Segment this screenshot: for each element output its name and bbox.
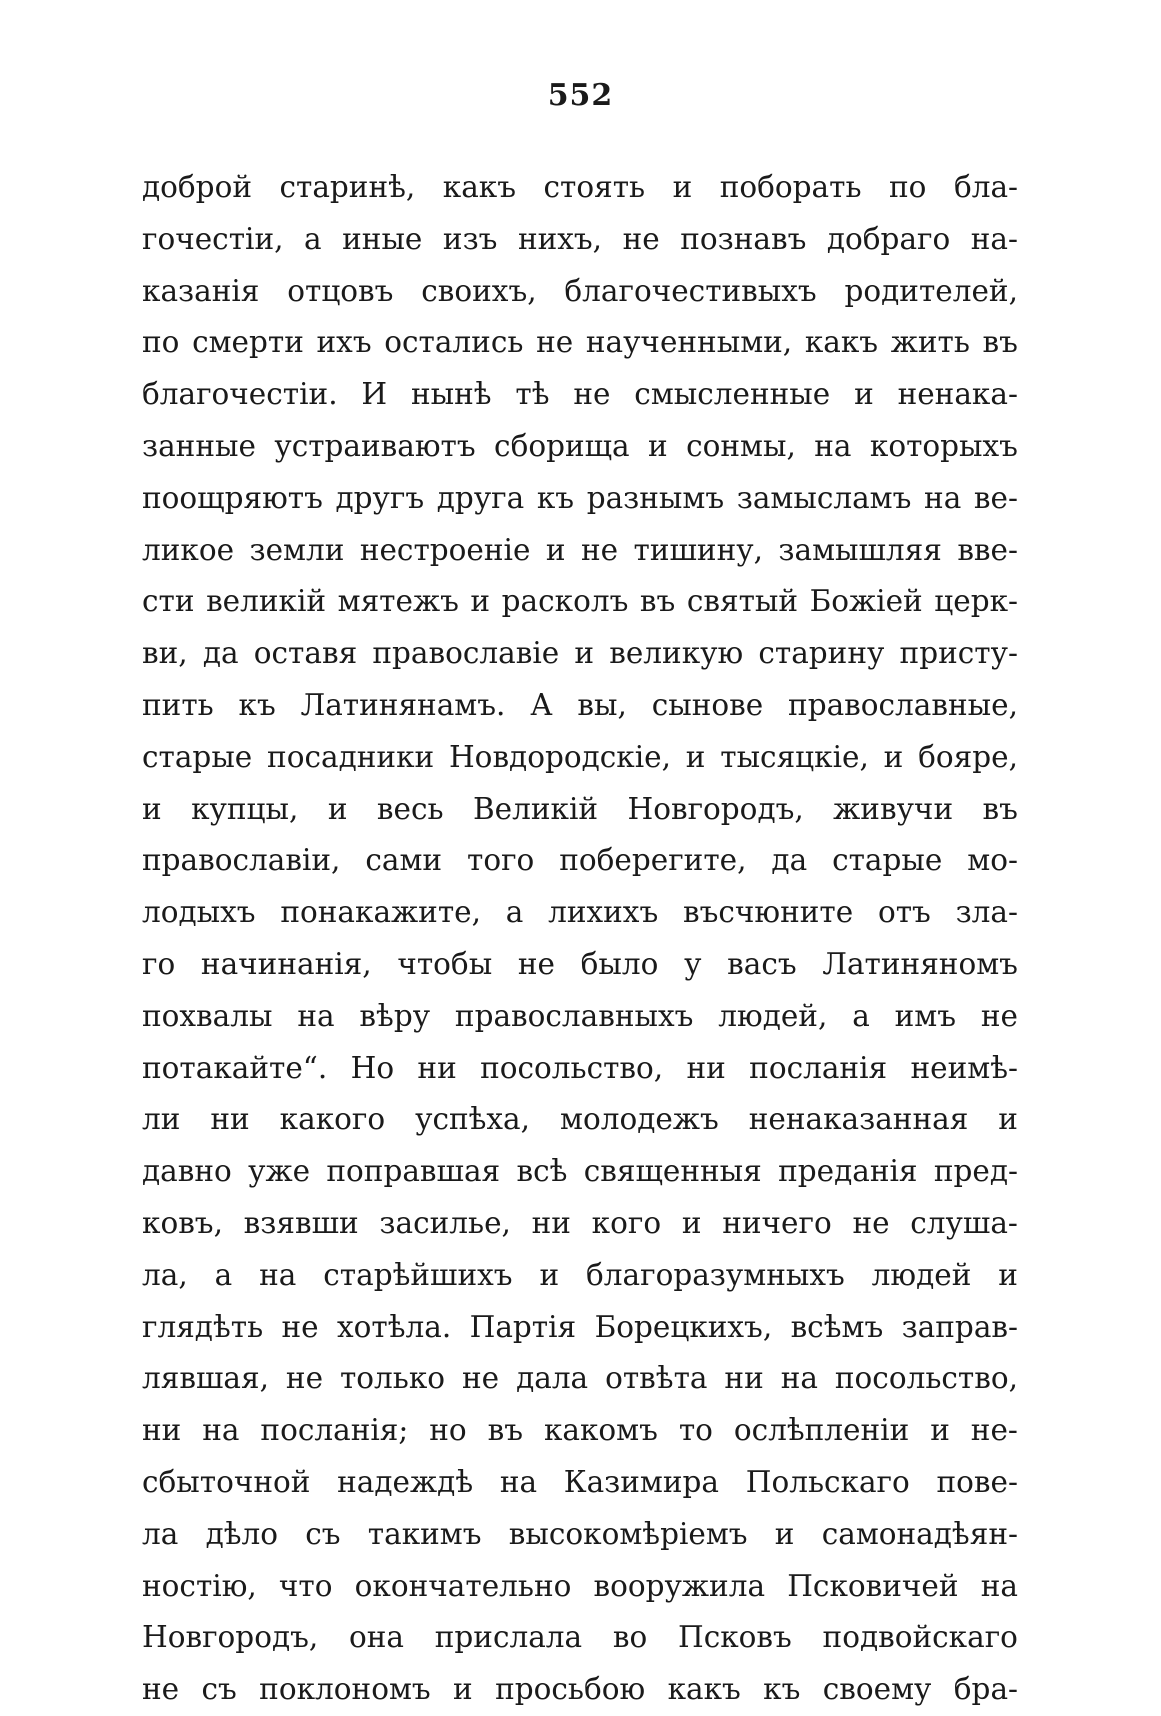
word: и <box>327 791 348 826</box>
word: слушa- <box>910 1205 1018 1240</box>
word: и <box>470 584 491 619</box>
word: ла, <box>142 1257 188 1292</box>
text-line <box>142 576 1018 628</box>
word: ви, <box>142 636 188 671</box>
word: что <box>278 1568 333 1603</box>
word: своему <box>822 1672 932 1707</box>
word: на <box>202 1413 240 1448</box>
word: Борецкихъ, <box>594 1309 773 1344</box>
word: и <box>545 532 566 567</box>
word: въ <box>487 1413 524 1448</box>
word: благочестіи. <box>142 377 338 412</box>
word: нестроеніе <box>359 532 531 567</box>
word: священныя <box>583 1154 762 1189</box>
text-line <box>142 317 1018 369</box>
word: православіе <box>372 636 560 671</box>
word: пред- <box>933 1154 1018 1189</box>
text-line <box>142 1457 1018 1509</box>
word: лявшая, <box>142 1361 269 1396</box>
word: замысламъ <box>736 480 912 515</box>
word: расколъ <box>501 584 629 619</box>
word: старые <box>832 843 943 878</box>
word: Польскаго <box>745 1464 910 1499</box>
word: и <box>930 1413 950 1448</box>
text-line <box>142 1043 1018 1095</box>
word: какого <box>279 1102 386 1137</box>
word: въ <box>982 791 1018 826</box>
word: и <box>774 1516 795 1551</box>
text-line <box>142 991 1018 1043</box>
word: и <box>685 739 706 774</box>
word: дала <box>516 1361 589 1396</box>
page-number: 552 <box>547 78 614 113</box>
text-line <box>142 1405 1018 1457</box>
word: ненака- <box>897 377 1018 412</box>
word: ни <box>210 1102 250 1137</box>
word: церк- <box>934 584 1018 619</box>
word: ихъ <box>316 325 372 360</box>
word: пить <box>142 687 214 722</box>
word: чтобы <box>397 946 493 981</box>
word: весь <box>376 791 444 826</box>
word: лодыхъ <box>142 895 256 930</box>
word: старину <box>758 636 885 671</box>
word: на <box>814 428 852 463</box>
word: старые <box>142 739 253 774</box>
word: сынове <box>651 687 764 722</box>
word: живучи <box>833 791 954 826</box>
word: тысяцкіе, <box>720 739 869 774</box>
word: посланія; <box>260 1413 409 1448</box>
word: да <box>771 843 808 878</box>
text-line <box>142 887 1018 939</box>
word: ни <box>142 1413 182 1448</box>
word: занные <box>142 428 256 463</box>
word: тишину, <box>633 532 763 567</box>
word: посадники <box>267 739 435 774</box>
word: смысленные <box>634 377 831 412</box>
text-line <box>142 1612 1018 1664</box>
text-line <box>142 1146 1018 1198</box>
word: нынѣ <box>410 377 492 412</box>
word: не <box>142 1672 180 1707</box>
word: по <box>889 170 927 204</box>
word: устраиваютъ <box>274 428 476 463</box>
word: сборища <box>494 428 630 463</box>
word: казанія <box>142 273 260 308</box>
text-line <box>142 162 1018 214</box>
word: понакажите, <box>280 895 481 930</box>
word: купцы, <box>191 791 299 826</box>
word: похвалы <box>142 998 273 1033</box>
word: того <box>467 843 535 878</box>
word: не <box>285 1361 324 1396</box>
word: къ <box>238 687 276 722</box>
text-line <box>142 1250 1018 1302</box>
word: Казимира <box>563 1464 720 1499</box>
word: самонадѣян- <box>821 1516 1018 1551</box>
word: сбыточной <box>142 1464 311 1499</box>
word: начинанія, <box>200 946 372 981</box>
word: благочестивыхъ <box>564 273 817 308</box>
word: Псковъ <box>677 1620 792 1655</box>
word: бояре, <box>918 739 1018 774</box>
word: посольство, <box>480 1050 664 1085</box>
word: надеждѣ <box>337 1464 474 1499</box>
word: не <box>852 1205 890 1240</box>
word: въ <box>639 584 676 619</box>
word: иные <box>342 221 423 256</box>
word: и <box>648 428 668 463</box>
word: неимѣ- <box>910 1050 1018 1085</box>
word: не <box>980 998 1018 1033</box>
word: ничего <box>722 1205 832 1240</box>
word: православіи, <box>142 843 341 878</box>
word: остались <box>384 325 524 360</box>
word: засилье, <box>379 1205 511 1240</box>
text-line <box>142 1198 1018 1250</box>
word: не <box>622 221 660 256</box>
word: на <box>259 1257 297 1292</box>
text-line <box>142 1302 1018 1354</box>
word: у <box>684 946 702 981</box>
word: смерти <box>192 325 304 360</box>
word: Псковичей <box>787 1568 959 1603</box>
word: благоразумныхъ <box>586 1257 845 1292</box>
word: ликое <box>142 532 235 567</box>
word: тѣ <box>515 377 550 412</box>
word: заправ- <box>901 1309 1018 1344</box>
word: наученными, <box>585 325 793 360</box>
word: во <box>612 1620 648 1655</box>
word: такимъ <box>367 1516 482 1551</box>
word: отъ <box>877 895 931 930</box>
word: всѣ <box>516 1154 568 1189</box>
word: не- <box>970 1413 1018 1448</box>
text-line <box>142 732 1018 784</box>
word: Латинянамъ. <box>300 687 506 722</box>
word: уже <box>248 1154 311 1189</box>
word: другъ <box>335 480 425 515</box>
text-line <box>142 939 1018 991</box>
word: мо- <box>967 843 1018 878</box>
word: разнымъ <box>586 480 725 515</box>
word: доброй <box>142 170 252 204</box>
word: прислала <box>434 1620 583 1655</box>
word: а <box>304 221 322 256</box>
word: нихъ, <box>517 221 603 256</box>
word: на <box>924 480 962 515</box>
word: съ <box>201 1672 237 1707</box>
word: друга <box>436 480 525 515</box>
word: и <box>539 1257 560 1292</box>
word: и <box>883 739 904 774</box>
text-line <box>142 421 1018 473</box>
word: не <box>580 532 619 567</box>
word: и <box>453 1672 473 1707</box>
text-line <box>142 680 1018 732</box>
word: посланія <box>749 1050 888 1085</box>
word: Партія <box>469 1309 577 1344</box>
word: ла <box>142 1516 179 1551</box>
text-line <box>142 784 1018 836</box>
word: поощряютъ <box>142 480 323 515</box>
word: святый <box>686 584 799 619</box>
word: поправшая <box>326 1154 501 1189</box>
word: пове- <box>936 1464 1018 1499</box>
word: съ <box>305 1516 341 1551</box>
word: глядѣть <box>142 1309 264 1344</box>
text-line <box>142 214 1018 266</box>
word: людей, <box>718 998 828 1033</box>
word: ни <box>686 1050 726 1085</box>
word: великій <box>206 584 327 619</box>
word: но <box>429 1413 467 1448</box>
word: ни <box>724 1361 764 1396</box>
word: и <box>854 377 874 412</box>
word: бла- <box>953 170 1018 204</box>
text-line <box>142 473 1018 525</box>
word: ковъ, <box>142 1205 223 1240</box>
word: не <box>517 946 555 981</box>
text-line <box>142 1094 1018 1146</box>
word: и <box>672 170 693 204</box>
word: Новгородъ, <box>627 791 804 826</box>
word: какъ <box>442 170 517 204</box>
word: Новдородскіе, <box>448 739 672 774</box>
word: не <box>462 1361 500 1396</box>
word: потакайте“. <box>142 1050 328 1085</box>
word: васъ <box>727 946 797 981</box>
text-line <box>142 628 1018 680</box>
word: подвойскаго <box>822 1620 1018 1655</box>
word: къ <box>536 480 575 515</box>
word: въ <box>982 325 1018 360</box>
word: какомъ <box>543 1413 658 1448</box>
word: Новгородъ, <box>142 1620 319 1655</box>
word: окончательно <box>354 1568 572 1603</box>
word: и <box>998 1102 1018 1137</box>
word: не <box>281 1309 319 1344</box>
text-line <box>142 266 1018 318</box>
word: своихъ, <box>421 273 537 308</box>
word: и <box>681 1205 702 1240</box>
word: и <box>142 791 162 826</box>
word: вве- <box>957 532 1018 567</box>
word: ни <box>417 1050 457 1085</box>
word: поклономъ <box>259 1672 431 1707</box>
word: хотѣла. <box>337 1309 452 1344</box>
word: ослѣпленіи <box>733 1413 910 1448</box>
text-line <box>142 1509 1018 1561</box>
word: успѣха, <box>415 1102 531 1137</box>
word: не <box>536 325 574 360</box>
word: вѣру <box>359 998 431 1033</box>
word: отцовъ <box>287 273 394 308</box>
word: ностію, <box>142 1568 257 1603</box>
word: на <box>297 998 335 1033</box>
text-line <box>142 835 1018 887</box>
word: сти <box>142 584 195 619</box>
text-line <box>142 1353 1018 1405</box>
word: просьбою <box>495 1672 646 1707</box>
word: Но <box>350 1050 395 1085</box>
word: дѣло <box>205 1516 279 1551</box>
word: только <box>339 1361 446 1396</box>
word: А <box>530 687 553 722</box>
word: высокомѣріемъ <box>508 1516 748 1551</box>
word: и <box>998 1257 1018 1292</box>
word: на <box>780 1361 818 1396</box>
text-line <box>142 525 1018 577</box>
word: было <box>580 946 659 981</box>
word: какъ <box>804 325 879 360</box>
word: православныхъ <box>454 998 694 1033</box>
word: ненаказанная <box>748 1102 969 1137</box>
word: кого <box>591 1205 662 1240</box>
word: поберегите, <box>559 843 747 878</box>
word: она <box>349 1620 405 1655</box>
word: добраго <box>826 221 951 256</box>
word: а <box>505 895 524 930</box>
word: а <box>852 998 870 1033</box>
word: къ <box>763 1672 801 1707</box>
body-text <box>142 162 1018 1716</box>
word: какъ <box>667 1672 741 1707</box>
word: вооружила <box>593 1568 766 1603</box>
word: Божіей <box>809 584 923 619</box>
word: людей <box>871 1257 972 1292</box>
word: ни <box>531 1205 571 1240</box>
word: изъ <box>442 221 498 256</box>
word: молодежъ <box>560 1102 719 1137</box>
word: посольство, <box>834 1361 1018 1396</box>
word: И <box>361 377 388 412</box>
word: и <box>574 636 595 671</box>
word: родителей, <box>844 273 1018 308</box>
word: зла- <box>955 895 1018 930</box>
text-line <box>142 1561 1018 1613</box>
word: познавъ <box>680 221 807 256</box>
word: земли <box>249 532 345 567</box>
word: го <box>142 946 176 981</box>
word: на- <box>970 221 1018 256</box>
word: старѣйшихъ <box>323 1257 513 1292</box>
text-line <box>142 1664 1018 1716</box>
word: а <box>214 1257 233 1292</box>
word: лихихъ <box>548 895 659 930</box>
word: присту- <box>899 636 1018 671</box>
word: поборать <box>719 170 862 204</box>
word: которыхъ <box>869 428 1018 463</box>
word: отвѣта <box>605 1361 708 1396</box>
word: мятежъ <box>337 584 459 619</box>
word: давно <box>142 1154 232 1189</box>
word: Латиняномъ <box>822 946 1018 981</box>
word: преданія <box>778 1154 918 1189</box>
word: имъ <box>894 998 957 1033</box>
word: вы, <box>577 687 627 722</box>
word: на <box>980 1568 1018 1603</box>
word: жить <box>890 325 970 360</box>
word: сонмы, <box>686 428 796 463</box>
word: великую <box>609 636 744 671</box>
word: оставя <box>253 636 358 671</box>
word: старинѣ, <box>279 170 416 204</box>
word: Великій <box>472 791 599 826</box>
word: гочестіи, <box>142 221 284 256</box>
word: бра- <box>953 1672 1018 1707</box>
word: всѣмъ <box>790 1309 884 1344</box>
word: ли <box>142 1102 181 1137</box>
text-line <box>142 369 1018 421</box>
word: ве- <box>973 480 1018 515</box>
word: въсчюните <box>682 895 854 930</box>
word: на <box>499 1464 538 1499</box>
word: взявши <box>243 1205 359 1240</box>
word: то <box>678 1413 713 1448</box>
word: не <box>573 377 611 412</box>
word: замышляя <box>778 532 942 567</box>
word: православные, <box>788 687 1018 722</box>
word: сами <box>365 843 443 878</box>
word: стоять <box>543 170 646 204</box>
word: по <box>142 325 180 360</box>
word: да <box>202 636 239 671</box>
